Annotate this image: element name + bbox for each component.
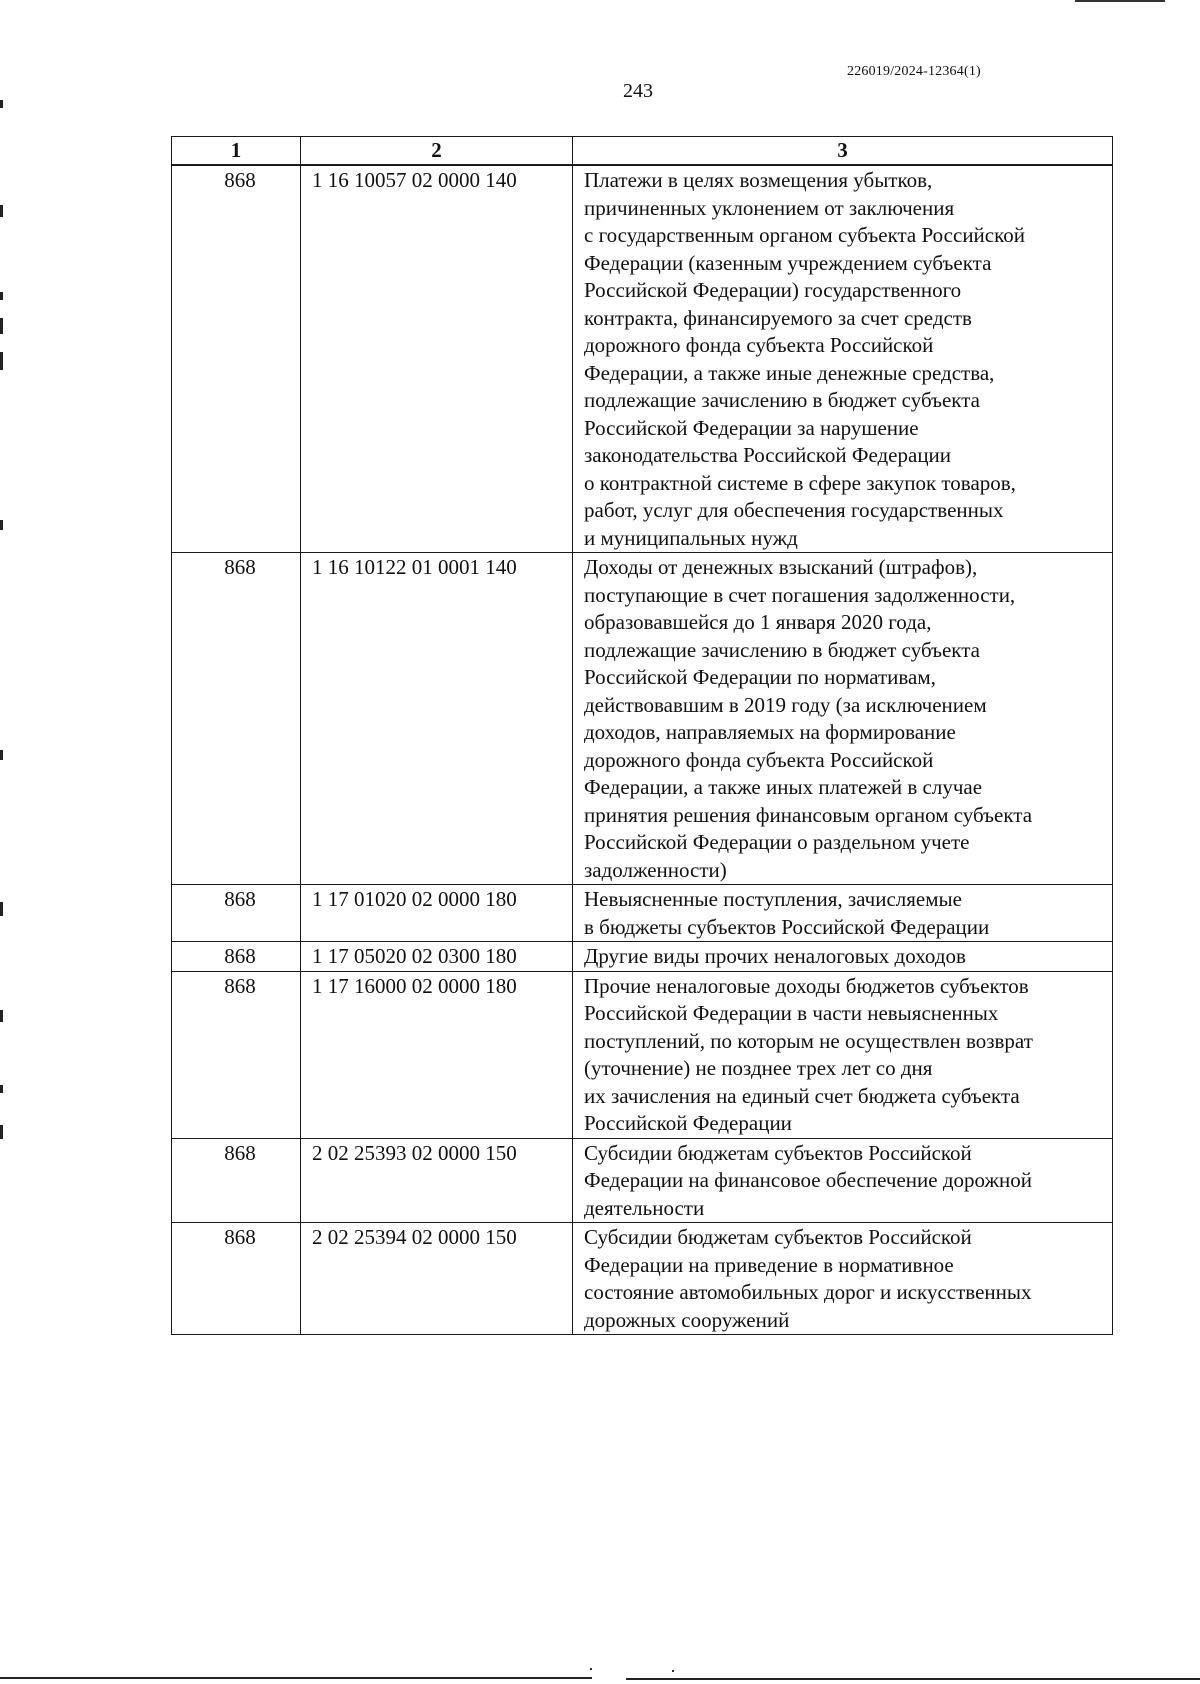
description-line: (уточнение) не позднее трех лет со дня (584, 1056, 933, 1080)
description-cell (573, 885, 1113, 942)
income-code-cell: 1 16 10122 01 0001 140 (301, 553, 573, 885)
admin-code-cell: 868 (172, 1138, 301, 1223)
description-line: состояние автомобильных дорог и искусственных (584, 1280, 1032, 1304)
description-line: о контрактной системе в сфере закупок товаров, (584, 470, 1016, 495)
column-header-1: 1 (172, 137, 301, 166)
description-line: Российской Федерации (584, 1111, 792, 1135)
income-codes-table (171, 136, 1113, 1335)
column-header-3: 3 (573, 137, 1113, 166)
description-line: Доходы от денежных взысканий (штрафов), (584, 555, 978, 579)
scan-edge-mark (0, 520, 3, 530)
description-cell (573, 553, 1113, 885)
admin-code-cell: 868 (172, 1223, 301, 1335)
income-code-cell: 1 17 16000 02 0000 180 (301, 971, 573, 1138)
scan-edge-mark (0, 902, 3, 916)
table-body (172, 165, 1113, 1335)
description-cell (573, 1223, 1113, 1335)
scan-edge-mark (0, 750, 3, 760)
scan-edge-mark (0, 318, 3, 334)
description-line: работ, услуг для обеспечения государственных (584, 498, 1004, 522)
description-line: Другие виды прочих неналоговых доходов (584, 944, 966, 968)
description-cell (573, 1138, 1113, 1223)
description-line: Российской Федерации по нормативам, (584, 665, 936, 689)
description-line: действовавшим в 2019 году (за исключением (584, 692, 987, 717)
description-line: Федерации, а также иных платежей в случае (584, 775, 983, 799)
scan-edge-mark (0, 100, 3, 108)
description-line: Невыясненные поступления, зачисляемые (584, 887, 962, 911)
scan-edge-mark (0, 1010, 3, 1022)
page-number: 243 (623, 80, 653, 102)
table-row (172, 885, 1113, 942)
table-row (172, 165, 1113, 553)
description-line: дорожного фонда субъекта Российской (584, 333, 934, 357)
document-registration-number: 226019/2024-12364(1) (847, 64, 981, 79)
description-line: Федерации, а также иные денежные средства, (584, 360, 995, 385)
scan-edge-mark (0, 1085, 3, 1093)
description-line: доходов, направляемых на формирование (584, 720, 956, 744)
description-line: законодательства Российской Федерации (584, 443, 952, 467)
scan-edge-mark (0, 205, 3, 217)
table-row (172, 1138, 1113, 1223)
admin-code-cell: 868 (172, 971, 301, 1138)
description-line: контракта, финансируемого за счет средств (584, 305, 972, 330)
description-cell (573, 165, 1113, 553)
income-code-cell: 1 17 05020 02 0300 180 (301, 942, 573, 972)
description-line: Платежи в целях возмещения убытков, (584, 168, 933, 192)
description-line: Российской Федерации в части невыясненных (584, 1001, 999, 1025)
table-row (172, 553, 1113, 885)
table-row (172, 942, 1113, 972)
description-line: Федерации на финансовое обеспечение дорожной (584, 1168, 1032, 1192)
scan-speck (672, 1670, 674, 1672)
description-line: дорожных сооружений (584, 1307, 790, 1332)
description-line: Субсидии бюджетам субъектов Российской (584, 1140, 972, 1165)
scan-edge-mark (0, 1125, 3, 1139)
description-line: Российской Федерации за нарушение (584, 415, 919, 440)
description-line: поступлений, по которым не осуществлен возврат (584, 1028, 1033, 1053)
scan-corner-mark (1075, 0, 1165, 2)
description-line: задолженности) (584, 857, 727, 882)
admin-code-cell: 868 (172, 165, 301, 553)
income-code-cell: 1 17 01020 02 0000 180 (301, 885, 573, 942)
table-row (172, 971, 1113, 1138)
scan-edge-mark (0, 292, 3, 300)
admin-code-cell: 868 (172, 553, 301, 885)
scan-speck (590, 1668, 592, 1670)
description-line: Российской Федерации) государственного (584, 278, 962, 302)
description-line: принятия решения финансовым органом субъекта (584, 802, 1033, 827)
description-line: дорожного фонда субъекта Российской (584, 747, 934, 772)
description-line: подлежащие зачислению в бюджет субъекта (584, 388, 980, 412)
income-code-cell: 2 02 25394 02 0000 150 (301, 1223, 573, 1335)
description-line: поступающие в счет погашения задолженности, (584, 582, 1016, 607)
description-line: и муниципальных нужд (584, 525, 798, 550)
description-cell (573, 971, 1113, 1138)
description-line: в бюджеты субъектов Российской Федерации (584, 914, 990, 939)
description-line: причиненных уклонением от заключения (584, 195, 955, 220)
description-line: деятельности (584, 1195, 705, 1220)
description-line: Субсидии бюджетам субъектов Российской (584, 1225, 972, 1249)
description-line: Федерации на приведение в нормативное (584, 1252, 954, 1277)
scan-bottom-rule (626, 1678, 1200, 1680)
description-line: с государственным органом субъекта Российской (584, 223, 1025, 247)
description-line: Прочие неналоговые доходы бюджетов субъектов (584, 973, 1029, 998)
column-header-2: 2 (301, 137, 573, 166)
description-line: подлежащие зачислению в бюджет субъекта (584, 637, 980, 662)
description-line: образовавшейся до 1 января 2020 года, (584, 610, 932, 634)
admin-code-cell: 868 (172, 885, 301, 942)
table-header-row (172, 137, 1113, 166)
description-line: Российской Федерации о раздельном учете (584, 830, 970, 854)
scan-edge-mark (0, 352, 3, 370)
description-cell (573, 942, 1113, 972)
table-row (172, 1223, 1113, 1335)
income-code-cell: 1 16 10057 02 0000 140 (301, 165, 573, 553)
admin-code-cell: 868 (172, 942, 301, 972)
description-line: их зачисления на единый счет бюджета субъекта (584, 1083, 1020, 1108)
income-code-cell: 2 02 25393 02 0000 150 (301, 1138, 573, 1223)
description-line: Федерации (казенным учреждением субъекта (584, 250, 992, 275)
scan-bottom-rule (0, 1677, 592, 1679)
